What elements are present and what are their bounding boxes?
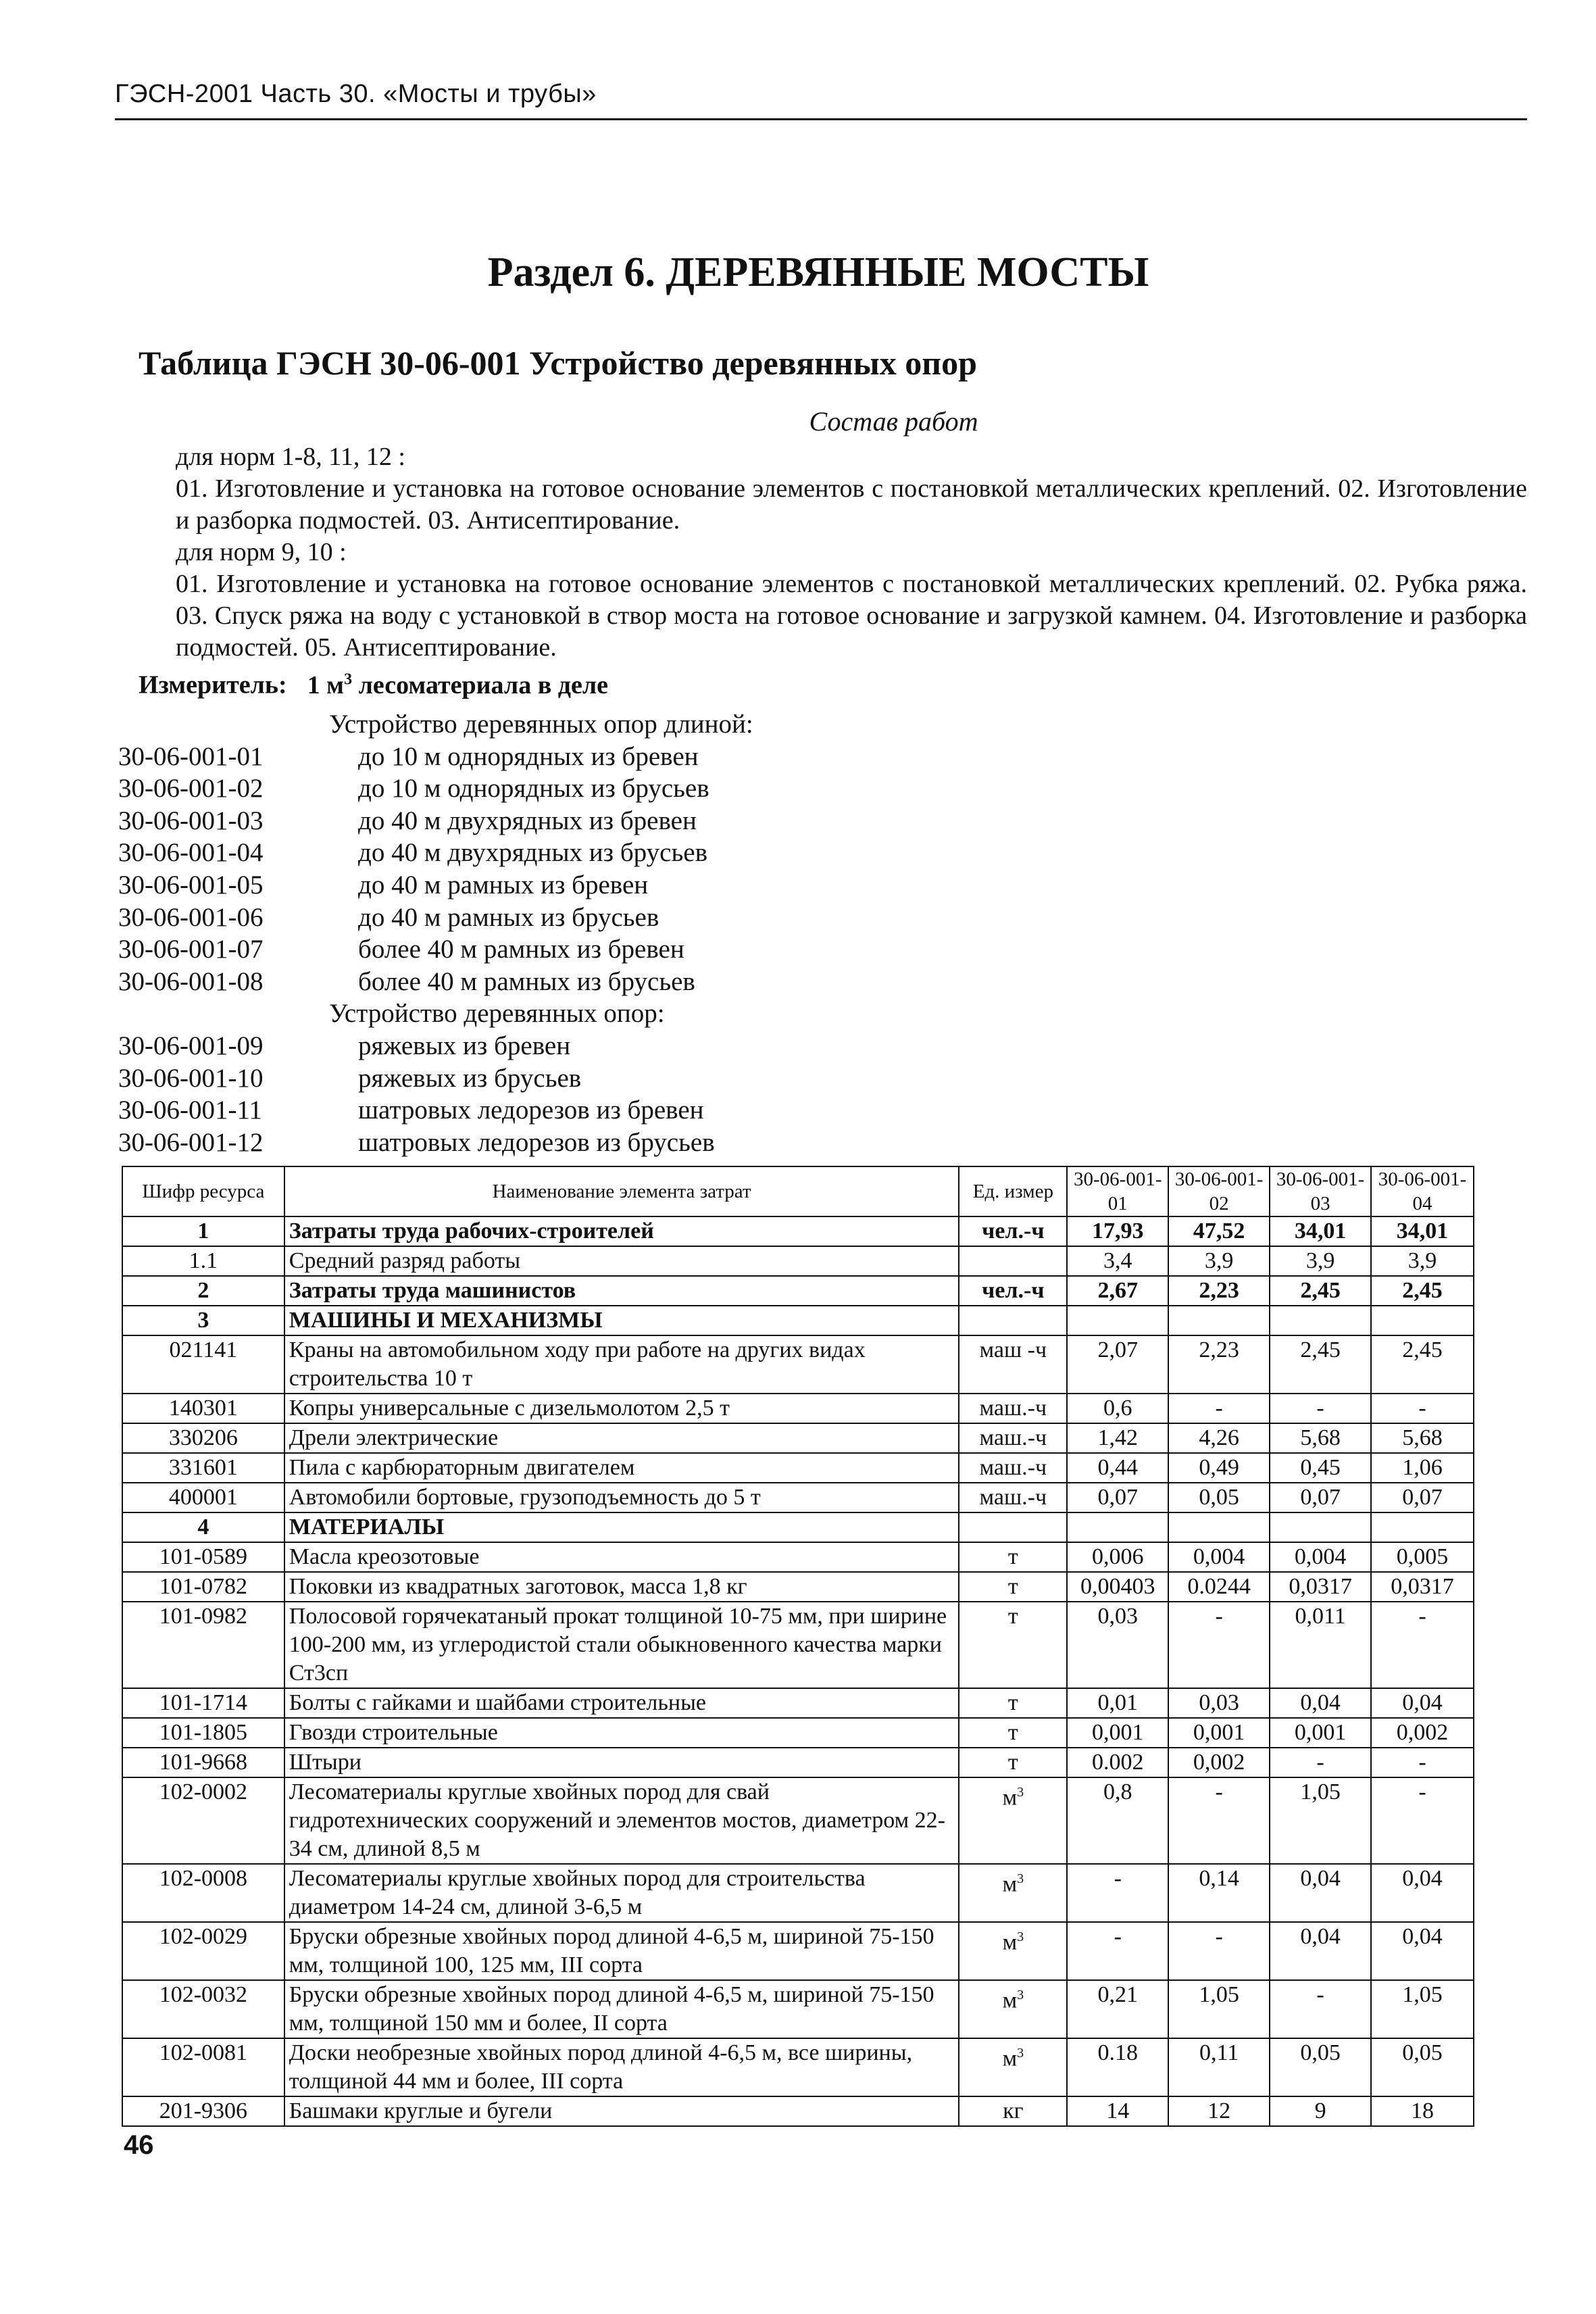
norm-item: [118, 772, 753, 805]
cell-value: 0.18: [1067, 2038, 1168, 2096]
cell-value: 2,45: [1270, 1335, 1371, 1394]
cell-code: 102-0029: [122, 1922, 284, 1980]
cell-value: -: [1371, 1602, 1474, 1688]
table-row: [122, 1453, 1474, 1483]
table-row: [122, 1777, 1474, 1864]
cell-unit: маш.-ч: [959, 1453, 1067, 1483]
cell-value: 0,07: [1270, 1483, 1371, 1512]
norm-description: до 40 м рамных из брусьев: [358, 902, 659, 932]
norm-code: 30-06-001-06: [118, 902, 264, 932]
cell-name: Штыри: [284, 1748, 959, 1777]
cell-value: 0,8: [1067, 1777, 1168, 1864]
table-row: [122, 1602, 1474, 1688]
cell-value: 0,004: [1168, 1542, 1270, 1572]
norm-item: [118, 1030, 753, 1062]
work-heading: Состав работ: [809, 406, 978, 437]
norm-description: до 40 м двухрядных из бревен: [358, 806, 697, 835]
cell-value: 1,05: [1168, 1980, 1270, 2038]
norm-item: [118, 741, 753, 773]
cell-unit: [959, 1246, 1067, 1276]
norm-description: шатровых ледорезов из бревен: [358, 1096, 704, 1125]
cell-name: Затраты труда рабочих-строителей: [284, 1216, 959, 1246]
table-row: [122, 1864, 1474, 1922]
cell-unit: т: [959, 1542, 1067, 1572]
cell-unit: кг: [959, 2096, 1067, 2126]
table-row: [122, 1423, 1474, 1453]
norm-item: [118, 805, 753, 837]
cell-value: -: [1067, 1864, 1168, 1922]
measure-line: [139, 664, 1527, 701]
cell-value: 0,001: [1067, 1718, 1168, 1748]
norm-code: 30-06-001-02: [118, 774, 264, 804]
table-row: [122, 1980, 1474, 2038]
cell-value: 0,04: [1371, 1922, 1474, 1980]
cell-value: [1371, 1306, 1474, 1335]
table-row: [122, 2096, 1474, 2126]
table-row: [122, 1512, 1474, 1542]
work-group2-text: 01. Изготовление и установка на готовое основание элементов с постановкой металлических креплений. 02. Рубка ряжа. 03. Спуск ряжа на воду с установкой в створ моста на готовое основание и загрузкой камнем. 04. Изготовление и разборка подмостей. 05. Антисептирование.: [176, 570, 1527, 662]
norm-code: 30-06-001-03: [118, 806, 264, 835]
cell-unit: т: [959, 1688, 1067, 1718]
table-row: [122, 1572, 1474, 1602]
norm-code: 30-06-001-04: [118, 838, 264, 868]
cell-value: 0,00403: [1067, 1572, 1168, 1602]
cell-value: 1,06: [1371, 1453, 1474, 1483]
norm-code: 30-06-001-07: [118, 935, 264, 964]
cell-name: Краны на автомобильном ходу при работе на других видах строительства 10 т: [284, 1335, 959, 1394]
cell-value: 14: [1067, 2096, 1168, 2126]
cell-value: 0,44: [1067, 1453, 1168, 1483]
running-head: ГЭСН-2001 Часть 30. «Мосты и трубы»: [115, 80, 597, 108]
cell-value: 0,006: [1067, 1542, 1168, 1572]
cell-value: 0,14: [1168, 1864, 1270, 1922]
cell-name: Затраты труда машинистов: [284, 1276, 959, 1306]
cell-code: 101-9668: [122, 1748, 284, 1777]
cell-value: 5,68: [1371, 1423, 1474, 1453]
cell-value: 0,01: [1067, 1688, 1168, 1718]
cell-value: 0,0317: [1270, 1572, 1371, 1602]
norm-list: [118, 708, 753, 1158]
cell-name: Средний разряд работы: [284, 1246, 959, 1276]
cell-value: 3,4: [1067, 1246, 1168, 1276]
cell-value: 34,01: [1270, 1216, 1371, 1246]
cell-value: 0,04: [1371, 1864, 1474, 1922]
cell-value: [1270, 1306, 1371, 1335]
cell-value: 2,45: [1270, 1276, 1371, 1306]
cell-code: 021141: [122, 1335, 284, 1394]
norm-description: ряжевых из брусьев: [358, 1063, 582, 1093]
cell-value: 0,21: [1067, 1980, 1168, 2038]
cell-value: 47,52: [1168, 1216, 1270, 1246]
cell-value: 0,05: [1371, 2038, 1474, 2096]
cell-value: 2,07: [1067, 1335, 1168, 1394]
cell-unit: [959, 1306, 1067, 1335]
cell-unit: маш.-ч: [959, 1423, 1067, 1453]
cell-name: Лесоматериалы круглые хвойных пород для строительства диаметром 14-24 см, длиной 3-6,5 м: [284, 1864, 959, 1922]
cell-name: Гвозди строительные: [284, 1718, 959, 1748]
cell-value: 0,03: [1067, 1602, 1168, 1688]
cell-code: 102-0081: [122, 2038, 284, 2096]
cell-value: 0,001: [1168, 1718, 1270, 1748]
norm-group-2: Устройство деревянных опор:: [329, 999, 665, 1029]
cell-code: 102-0032: [122, 1980, 284, 2038]
table-row: [122, 2038, 1474, 2096]
cell-code: 3: [122, 1306, 284, 1335]
cell-name: Полосовой горячекатаный прокат толщиной 10-75 мм, при ширине 100-200 мм, из углеродистой стали обыкновенного качества марки Ст3сп: [284, 1602, 959, 1688]
cell-code: 102-0002: [122, 1777, 284, 1864]
norm-code: 30-06-001-12: [118, 1127, 264, 1157]
cell-value: -: [1168, 1394, 1270, 1423]
cell-value: 18: [1371, 2096, 1474, 2126]
cell-name: Пила с карбюраторным двигателем: [284, 1453, 959, 1483]
table-row: [122, 1246, 1474, 1276]
cell-value: [1067, 1512, 1168, 1542]
cell-value: 0,05: [1270, 2038, 1371, 2096]
cell-value: 0,005: [1371, 1542, 1474, 1572]
cell-unit: маш -ч: [959, 1335, 1067, 1394]
measure-value: 1 $м^3$ лесоматериала в деле: [307, 670, 609, 699]
norm-description: ряжевых из бревен: [358, 1031, 571, 1060]
cell-unit: $м^3$: [959, 2038, 1067, 2096]
cell-value: -: [1270, 1394, 1371, 1423]
cell-unit: $м^3$: [959, 1777, 1067, 1864]
cell-name: Болты с гайками и шайбами строительные: [284, 1688, 959, 1718]
norm-description: шатровых ледорезов из брусьев: [358, 1127, 715, 1157]
cell-value: 0,04: [1270, 1864, 1371, 1922]
cell-unit: т: [959, 1718, 1067, 1748]
cell-value: [1067, 1306, 1168, 1335]
cell-value: 0,49: [1168, 1453, 1270, 1483]
cell-value: -: [1270, 1748, 1371, 1777]
cell-name: Автомобили бортовые, грузоподъемность до 5 т: [284, 1483, 959, 1512]
cell-value: 0,05: [1168, 1483, 1270, 1512]
cell-code: 101-0982: [122, 1602, 284, 1688]
cell-value: 0,001: [1270, 1718, 1371, 1748]
cell-name: Доски необрезные хвойных пород длиной 4-6,5 м, все ширины, толщиной 44 мм и более, III сорта: [284, 2038, 959, 2096]
cell-value: 2,67: [1067, 1276, 1168, 1306]
cell-value: -: [1270, 1980, 1371, 2038]
cell-value: 0,03: [1168, 1688, 1270, 1718]
table-row: [122, 1483, 1474, 1512]
cell-unit: т: [959, 1602, 1067, 1688]
table-row: [122, 1216, 1474, 1246]
cell-value: 17,93: [1067, 1216, 1168, 1246]
table-row: [122, 1394, 1474, 1423]
cell-unit: маш.-ч: [959, 1394, 1067, 1423]
cell-value: 0,04: [1270, 1922, 1371, 1980]
table-row: [122, 1748, 1474, 1777]
cell-value: [1168, 1306, 1270, 1335]
cell-value: 34,01: [1371, 1216, 1474, 1246]
header-col-2: 30-06-001-02: [1168, 1166, 1270, 1216]
header-unit: Ед. измер: [959, 1166, 1067, 1216]
cell-unit: т: [959, 1748, 1067, 1777]
cell-name: Масла креозотовые: [284, 1542, 959, 1572]
table-row: [122, 1922, 1474, 1980]
cell-value: 0,11: [1168, 2038, 1270, 2096]
norm-description: до 40 м двухрядных из брусьев: [358, 838, 707, 868]
norm-code: 30-06-001-01: [118, 741, 264, 771]
header-name: Наименование элемента затрат: [284, 1166, 959, 1216]
norm-code: 30-06-001-09: [118, 1031, 264, 1060]
norm-code: 30-06-001-05: [118, 870, 264, 900]
table-row: [122, 1276, 1474, 1306]
cell-value: 2,45: [1371, 1276, 1474, 1306]
norm-description: до 10 м однорядных из брусьев: [358, 774, 709, 804]
cell-unit: $м^3$: [959, 1864, 1067, 1922]
cell-value: -: [1168, 1602, 1270, 1688]
norm-code: 30-06-001-08: [118, 966, 264, 996]
cell-code: 201-9306: [122, 2096, 284, 2126]
cell-value: 0,04: [1270, 1688, 1371, 1718]
work-composition: [139, 405, 1527, 701]
work-group1-label: для норм 1-8, 11, 12 :: [176, 443, 405, 471]
cell-code: 101-1805: [122, 1718, 284, 1748]
cell-unit: чел.-ч: [959, 1276, 1067, 1306]
cell-unit: $м^3$: [959, 1980, 1067, 2038]
cell-value: 0.002: [1067, 1748, 1168, 1777]
norm-item: [118, 966, 753, 998]
norm-item: [118, 837, 753, 869]
cell-value: 0,011: [1270, 1602, 1371, 1688]
norm-description: более 40 м рамных из брусьев: [358, 966, 695, 996]
cell-value: 0.0244: [1168, 1572, 1270, 1602]
header-col-3: 30-06-001-03: [1270, 1166, 1371, 1216]
cell-name: Копры универсальные с дизельмолотом 2,5 т: [284, 1394, 959, 1423]
cell-value: 12: [1168, 2096, 1270, 2126]
cell-name: Бруски обрезные хвойных пород длиной 4-6,5 м, шириной 75-150 мм, толщиной 100, 125 мм, III сорта: [284, 1922, 959, 1980]
section-title: Раздел 6. ДЕРЕВЯННЫЕ МОСТЫ: [487, 249, 1149, 295]
cell-code: 101-0782: [122, 1572, 284, 1602]
norm-item: [118, 869, 753, 902]
header-col-1: 30-06-001-01: [1067, 1166, 1168, 1216]
cell-code: 1.1: [122, 1246, 284, 1276]
norm-description: более 40 м рамных из бревен: [358, 935, 684, 964]
cell-value: 0,07: [1067, 1483, 1168, 1512]
cell-code: 4: [122, 1512, 284, 1542]
cell-value: 9: [1270, 2096, 1371, 2126]
work-group2-label: для норм 9, 10 :: [176, 538, 347, 566]
header-rule: [115, 118, 1527, 120]
norm-group-1: Устройство деревянных опор длиной:: [329, 710, 753, 739]
work-group1-text: 01. Изготовление и установка на готовое основание элементов с постановкой металлических креплений. 02. Изготовление и разборка подмостей. 03. Антисептирование.: [176, 474, 1527, 535]
norm-item: [118, 1127, 753, 1159]
cell-code: 330206: [122, 1423, 284, 1453]
cell-value: -: [1168, 1922, 1270, 1980]
header-col-4: 30-06-001-04: [1371, 1166, 1474, 1216]
cell-name: Поковки из квадратных заготовок, масса 1,8 кг: [284, 1572, 959, 1602]
cell-value: -: [1067, 1922, 1168, 1980]
cell-name: Башмаки круглые и бугели: [284, 2096, 959, 2126]
cell-name: Лесоматериалы круглые хвойных пород для свай гидротехнических сооружений и элементов мостов, диаметром 22-34 см, длиной 8,5 м: [284, 1777, 959, 1864]
cell-value: 3,9: [1371, 1246, 1474, 1276]
page-number: 46: [124, 2130, 154, 2160]
norm-item: [118, 1094, 753, 1127]
cell-value: 0,45: [1270, 1453, 1371, 1483]
norm-item: [118, 933, 753, 966]
cell-unit: $м^3$: [959, 1922, 1067, 1980]
cell-value: 5,68: [1270, 1423, 1371, 1453]
cell-value: 0,07: [1371, 1483, 1474, 1512]
table-row: [122, 1306, 1474, 1335]
cell-name: МАШИНЫ И МЕХАНИЗМЫ: [284, 1306, 959, 1335]
cell-value: 0,0317: [1371, 1572, 1474, 1602]
table-row: [122, 1718, 1474, 1748]
cell-unit: [959, 1512, 1067, 1542]
norm-item: [118, 902, 753, 934]
cell-code: 101-1714: [122, 1688, 284, 1718]
cell-unit: т: [959, 1572, 1067, 1602]
table-row: [122, 1542, 1474, 1572]
cell-value: [1371, 1512, 1474, 1542]
table-header-row: [122, 1166, 1474, 1216]
norm-code: 30-06-001-10: [118, 1063, 264, 1093]
cell-value: 2,23: [1168, 1276, 1270, 1306]
norm-code: 30-06-001-11: [118, 1096, 263, 1125]
cell-code: 1: [122, 1216, 284, 1246]
cell-value: -: [1371, 1394, 1474, 1423]
cell-value: [1270, 1512, 1371, 1542]
cell-value: 1,05: [1270, 1777, 1371, 1864]
cell-value: 3,9: [1168, 1246, 1270, 1276]
cell-value: 2,23: [1168, 1335, 1270, 1394]
cell-code: 102-0008: [122, 1864, 284, 1922]
norm-description: до 40 м рамных из бревен: [358, 870, 649, 900]
cell-code: 101-0589: [122, 1542, 284, 1572]
cell-value: 0,002: [1168, 1748, 1270, 1777]
cell-name: МАТЕРИАЛЫ: [284, 1512, 959, 1542]
cell-value: -: [1371, 1748, 1474, 1777]
cell-value: -: [1168, 1777, 1270, 1864]
cell-value: 1,42: [1067, 1423, 1168, 1453]
cell-value: -: [1371, 1777, 1474, 1864]
cell-value: 0,002: [1371, 1718, 1474, 1748]
cell-value: 0,6: [1067, 1394, 1168, 1423]
cell-unit: маш.-ч: [959, 1483, 1067, 1512]
cell-code: 331601: [122, 1453, 284, 1483]
cell-code: 400001: [122, 1483, 284, 1512]
measure-label: Измеритель:: [139, 670, 287, 699]
cell-code: 140301: [122, 1394, 284, 1423]
table-row: [122, 1335, 1474, 1394]
cell-value: 4,26: [1168, 1423, 1270, 1453]
cell-code: 2: [122, 1276, 284, 1306]
cell-value: 3,9: [1270, 1246, 1371, 1276]
table-row: [122, 1688, 1474, 1718]
cell-value: 2,45: [1371, 1335, 1474, 1394]
norm-description: до 10 м однорядных из бревен: [358, 741, 699, 771]
table-title: Таблица ГЭСН 30-06-001 Устройство деревянных опор: [139, 344, 977, 382]
cell-value: 0,004: [1270, 1542, 1371, 1572]
cell-name: Бруски обрезные хвойных пород длиной 4-6,5 м, шириной 75-150 мм, толщиной 150 мм и более, II сорта: [284, 1980, 959, 2038]
norm-item: [118, 1062, 753, 1095]
cell-unit: чел.-ч: [959, 1216, 1067, 1246]
cell-value: [1168, 1512, 1270, 1542]
cell-value: 0,04: [1371, 1688, 1474, 1718]
resource-table: [122, 1166, 1474, 2127]
header-code: Шифр ресурса: [122, 1166, 284, 1216]
cell-name: Дрели электрические: [284, 1423, 959, 1453]
cell-value: 1,05: [1371, 1980, 1474, 2038]
